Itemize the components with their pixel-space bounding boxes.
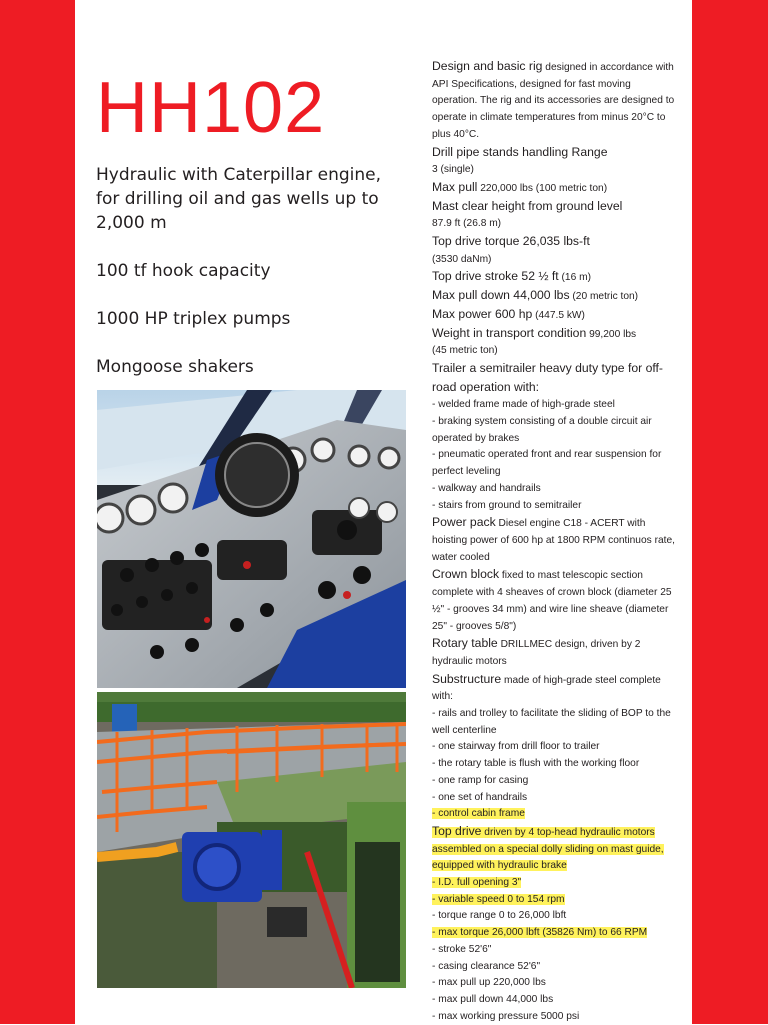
spec-design: [432, 58, 677, 144]
list-item: - walkway and handrails: [432, 482, 541, 494]
spec-top-drive-torque-text: (3530 daNm): [432, 253, 492, 265]
highlight-id-opening: - I.D. full opening 3": [432, 877, 522, 889]
spec-substructure: [432, 671, 677, 823]
list-item: - stroke 52'6": [432, 943, 492, 955]
spec-max-power-heading: Max power 600 hp: [432, 306, 533, 321]
spec-substructure-list: [432, 706, 677, 823]
spec-weight-text: (45 metric ton): [432, 345, 498, 357]
list-item: - rails and trolley to facilitate the sliding of BOP to the well centerline: [432, 708, 671, 736]
spec-design-heading: Design and basic rig: [432, 59, 543, 73]
spec-drill-pipe-text: 3 (single): [432, 164, 474, 176]
control-panel-photo: [97, 390, 406, 688]
spec-crown-block: [432, 566, 677, 635]
spec-substructure-heading: Substructure: [432, 671, 502, 686]
spec-power-pack-heading: Power pack: [432, 515, 496, 530]
spec-max-pull-heading: Max pull: [432, 179, 478, 194]
spec-top-drive-torque-heading: Top drive torque 26,035 lbs-ft: [432, 234, 590, 249]
spec-trailer: [432, 360, 677, 514]
spec-max-power-text: (447.5 kW): [535, 309, 585, 321]
spec-top-drive-text: driven by 4 top-head hydraulic motors assembled on a special dolly sliding on mast guide, equipped with hydraulic brake: [432, 826, 664, 872]
spec-rotary-table-text: DRILLMEC design, driven by 2 hydraulic motors: [432, 639, 641, 667]
right-red-band: [692, 0, 768, 1024]
spec-top-drive-stroke: [432, 268, 677, 287]
spec-max-power: [432, 306, 677, 325]
spec-trailer-list: [432, 397, 677, 514]
spec-power-pack: [432, 514, 677, 566]
spec-mast-height-heading: Mast clear height from ground level: [432, 198, 623, 213]
highlight-top-drive-intro: [432, 823, 664, 872]
rig-site-photo: [97, 692, 406, 988]
list-item-highlighted: [432, 806, 677, 823]
spec-top-drive-stroke-heading: Top drive stroke 52 ½ ft: [432, 269, 559, 284]
spec-top-drive-stroke-text: (16 m): [561, 272, 591, 284]
list-item-highlighted: [432, 892, 677, 909]
list-item: - pneumatic operated front and rear suspension for perfect leveling: [432, 449, 662, 478]
list-item-highlighted: [432, 925, 677, 942]
list-item: - stairs from ground to semitrailer: [432, 499, 582, 511]
spec-max-pull: [432, 179, 677, 198]
spec-max-pull-down: [432, 287, 677, 306]
spec-top-drive: [432, 823, 677, 1025]
intro-pumps: 1000 HP triplex pumps: [96, 309, 291, 329]
list-item: - one stairway from drill floor to trailer: [432, 741, 600, 753]
left-red-band: [0, 0, 75, 1024]
intro-features: [96, 163, 396, 403]
intro-hook-capacity: 100 tf hook capacity: [96, 261, 271, 281]
spec-mast-height-text: 87.9 ft (26.8 m): [432, 218, 502, 230]
highlight-control-cabin: - control cabin frame: [432, 808, 525, 820]
spec-max-pull-down-text: (20 metric ton): [572, 291, 639, 303]
spec-max-pull-value: 220,000 lbs: [480, 182, 533, 194]
list-item: - casing clearance 52'6": [432, 960, 541, 972]
spec-top-drive-torque: [432, 233, 677, 268]
list-item: - one set of handrails: [432, 791, 528, 803]
spec-rotary-table-heading: Rotary table: [432, 636, 498, 651]
highlight-max-torque: - max torque 26,000 lbft (35826 Nm) to 66 RPM: [432, 927, 648, 939]
spec-weight: [432, 325, 677, 360]
spec-power-pack-text: Diesel engine C18 - ACERT with hoisting power of 600 hp at 1800 RPM continuos rate, water cooled: [432, 518, 675, 563]
intro-description: Hydraulic with Caterpillar engine, for drilling oil and gas wells up to 2,000 m: [96, 165, 382, 233]
spec-crown-block-text: fixed to mast telescopic section complete with 4 sheaves of crown block (diameter 25 ½" - grooves 34 mm) and wire line sheave (diameter 25" - grooves 5/8"): [432, 570, 672, 632]
model-title: HH102: [96, 68, 326, 148]
spec-drill-pipe-heading: Drill pipe stands handling Range: [432, 144, 608, 159]
list-item: - welded frame made of high-grade steel: [432, 399, 615, 411]
list-item: - max pull down 44,000 lbs: [432, 993, 554, 1005]
spec-design-text: designed in accordance with API Specifications, designed for fast moving operation. The rig and its accessories are designed to operate in climate temperatures from minus 20°C to plus 40°C.: [432, 62, 675, 140]
spec-top-drive-heading: Top drive: [432, 823, 482, 838]
list-item: - torque range 0 to 26,000 lbft: [432, 910, 567, 922]
spec-top-drive-list: [432, 875, 677, 1025]
specifications: [432, 58, 677, 1025]
spec-weight-value: 99,200 lbs: [589, 328, 637, 340]
spec-trailer-heading: Trailer a semitrailer heavy duty type for off-road operation with:: [432, 360, 663, 394]
list-item: - max working pressure 5000 psi: [432, 1010, 580, 1022]
list-item: - the rotary table is flush with the working floor: [432, 758, 640, 770]
spec-mast-height: [432, 198, 677, 233]
spec-weight-heading: Weight in transport condition: [432, 325, 587, 340]
spec-drill-pipe: [432, 144, 677, 179]
list-item: - one ramp for casing: [432, 774, 529, 786]
intro-shakers: Mongoose shakers: [96, 357, 254, 377]
highlight-variable-speed: - variable speed 0 to 154 rpm: [432, 893, 565, 905]
spec-crown-block-heading: Crown block: [432, 567, 500, 582]
spec-substructure-text: made of high-grade steel complete with:: [432, 674, 661, 703]
list-item-highlighted: [432, 875, 677, 892]
list-item: - braking system consisting of a double circuit air operated by brakes: [432, 416, 652, 444]
spec-rotary-table: [432, 635, 677, 670]
list-item: - max pull up 220,000 lbs: [432, 977, 546, 989]
spec-max-pull-text: (100 metric ton): [535, 182, 608, 194]
spec-max-pull-down-heading: Max pull down 44,000 lbs: [432, 288, 570, 303]
